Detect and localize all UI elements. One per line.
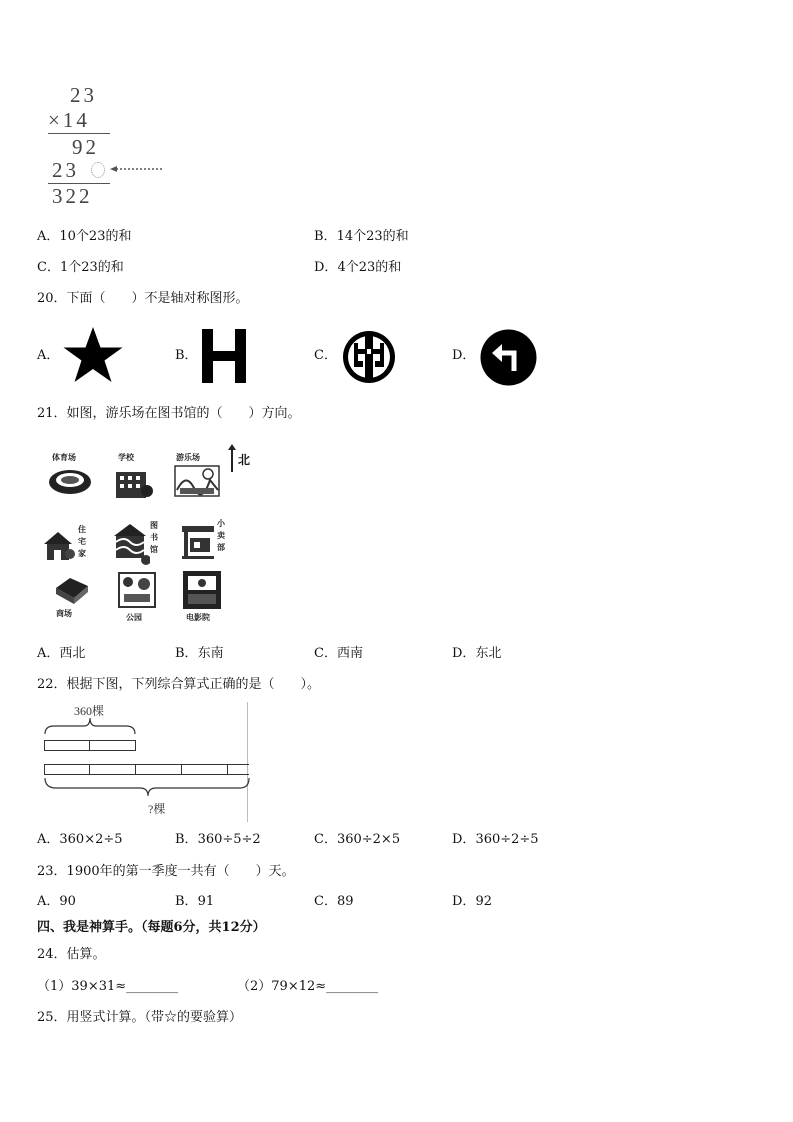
school-icon bbox=[112, 464, 154, 500]
q21-option-c[interactable]: C．西南 bbox=[314, 646, 363, 661]
stadium-icon bbox=[48, 466, 92, 496]
q23-option-b[interactable]: B．91 bbox=[175, 894, 215, 909]
multiplication-figure bbox=[44, 84, 174, 212]
q25-stem: 25．用竖式计算。（带☆的要验算） bbox=[37, 1010, 243, 1025]
q20-stem: 20．下面（ ）不是轴对称图形。 bbox=[37, 291, 249, 306]
bottom-segment-bar bbox=[44, 764, 249, 775]
mult-row-product: 322 bbox=[52, 184, 93, 208]
dotted-arrow-icon bbox=[108, 164, 164, 174]
library-icon bbox=[110, 522, 150, 566]
top-brace bbox=[44, 716, 136, 736]
map-tile-park: 公园 bbox=[118, 572, 162, 624]
q23-stem: 23．1900年的第一季度一共有（ ）天。 bbox=[37, 864, 295, 879]
q19-option-a[interactable]: A．10个23的和 bbox=[37, 229, 132, 244]
q22-option-c[interactable]: C．360÷2×5 bbox=[314, 832, 401, 847]
bottom-quantity-label: ?棵 bbox=[148, 802, 166, 816]
q23-option-a[interactable]: A．90 bbox=[37, 894, 76, 909]
map-tile-cinema: 电影院 bbox=[182, 570, 226, 624]
q24-item-2[interactable]: （2）79×12≈________ bbox=[237, 979, 379, 994]
mult-rule-1 bbox=[48, 133, 110, 134]
mult-row-multiplier: ×14 bbox=[48, 108, 90, 132]
map-tile-shop: 小卖部 bbox=[180, 518, 224, 570]
star-icon bbox=[62, 326, 124, 384]
mult-row-partial-2: 23 bbox=[52, 158, 79, 182]
park-icon bbox=[118, 572, 156, 608]
amusement-park-icon bbox=[174, 464, 220, 498]
section-heading: 四、我是神算手。（每题6分，共12分） bbox=[37, 920, 266, 935]
letter-h-icon bbox=[202, 329, 246, 383]
q24-stem: 24．估算。 bbox=[37, 947, 106, 962]
north-label: 北 bbox=[238, 453, 251, 467]
top-quantity-label: 360棵 bbox=[74, 704, 105, 718]
q24-item-1[interactable]: （1）39×31≈________ bbox=[37, 979, 179, 994]
shop-icon bbox=[180, 522, 216, 562]
q20-option-d-letter[interactable]: D． bbox=[452, 348, 476, 363]
map-tile-home: 住宅家 bbox=[42, 520, 86, 570]
bottom-brace bbox=[44, 776, 250, 798]
placeholder-circle-icon bbox=[91, 162, 105, 178]
mult-row-partial-1: 92 bbox=[72, 135, 99, 159]
map-tile-stadium: 体育场 bbox=[46, 452, 90, 502]
q21-option-d[interactable]: D．东北 bbox=[452, 646, 502, 661]
q23-option-c[interactable]: C．89 bbox=[314, 894, 354, 909]
house-icon bbox=[42, 528, 76, 562]
map-tile-mall: 商场 bbox=[52, 576, 96, 624]
q21-option-b[interactable]: B．东南 bbox=[175, 646, 224, 661]
bank-logo-icon bbox=[341, 329, 397, 385]
map-tile-library: 图书馆 bbox=[110, 518, 154, 570]
segment-diagram bbox=[40, 702, 252, 826]
q19-option-c[interactable]: C．1个23的和 bbox=[37, 260, 124, 275]
q22-option-d[interactable]: D．360÷2÷5 bbox=[452, 832, 539, 847]
q22-option-a[interactable]: A．360×2÷5 bbox=[37, 832, 123, 847]
q20-option-b-letter[interactable]: B． bbox=[175, 348, 198, 363]
mall-icon bbox=[52, 576, 92, 606]
q21-stem: 21．如图，游乐场在图书馆的（ ）方向。 bbox=[37, 406, 301, 421]
top-segment-bar bbox=[44, 740, 136, 751]
q20-option-a-letter[interactable]: A． bbox=[37, 348, 60, 363]
map-tile-school: 学校 bbox=[110, 452, 154, 502]
q19-option-b[interactable]: B．14个23的和 bbox=[314, 229, 409, 244]
q23-option-d[interactable]: D．92 bbox=[452, 894, 492, 909]
q20-option-c-letter[interactable]: C． bbox=[314, 348, 337, 363]
map-tile-amusement-park: 游乐场 bbox=[174, 452, 218, 502]
q22-stem: 22．根据下图，下列综合算式正确的是（ ）。 bbox=[37, 677, 321, 692]
cinema-icon bbox=[182, 570, 222, 610]
left-turn-sign-icon bbox=[480, 329, 537, 386]
q22-option-b[interactable]: B．360÷5÷2 bbox=[175, 832, 261, 847]
q21-option-a[interactable]: A．西北 bbox=[37, 646, 86, 661]
q19-option-d[interactable]: D．4个23的和 bbox=[314, 260, 402, 275]
campus-map bbox=[40, 444, 260, 630]
mult-row-multiplicand: 23 bbox=[70, 83, 97, 107]
